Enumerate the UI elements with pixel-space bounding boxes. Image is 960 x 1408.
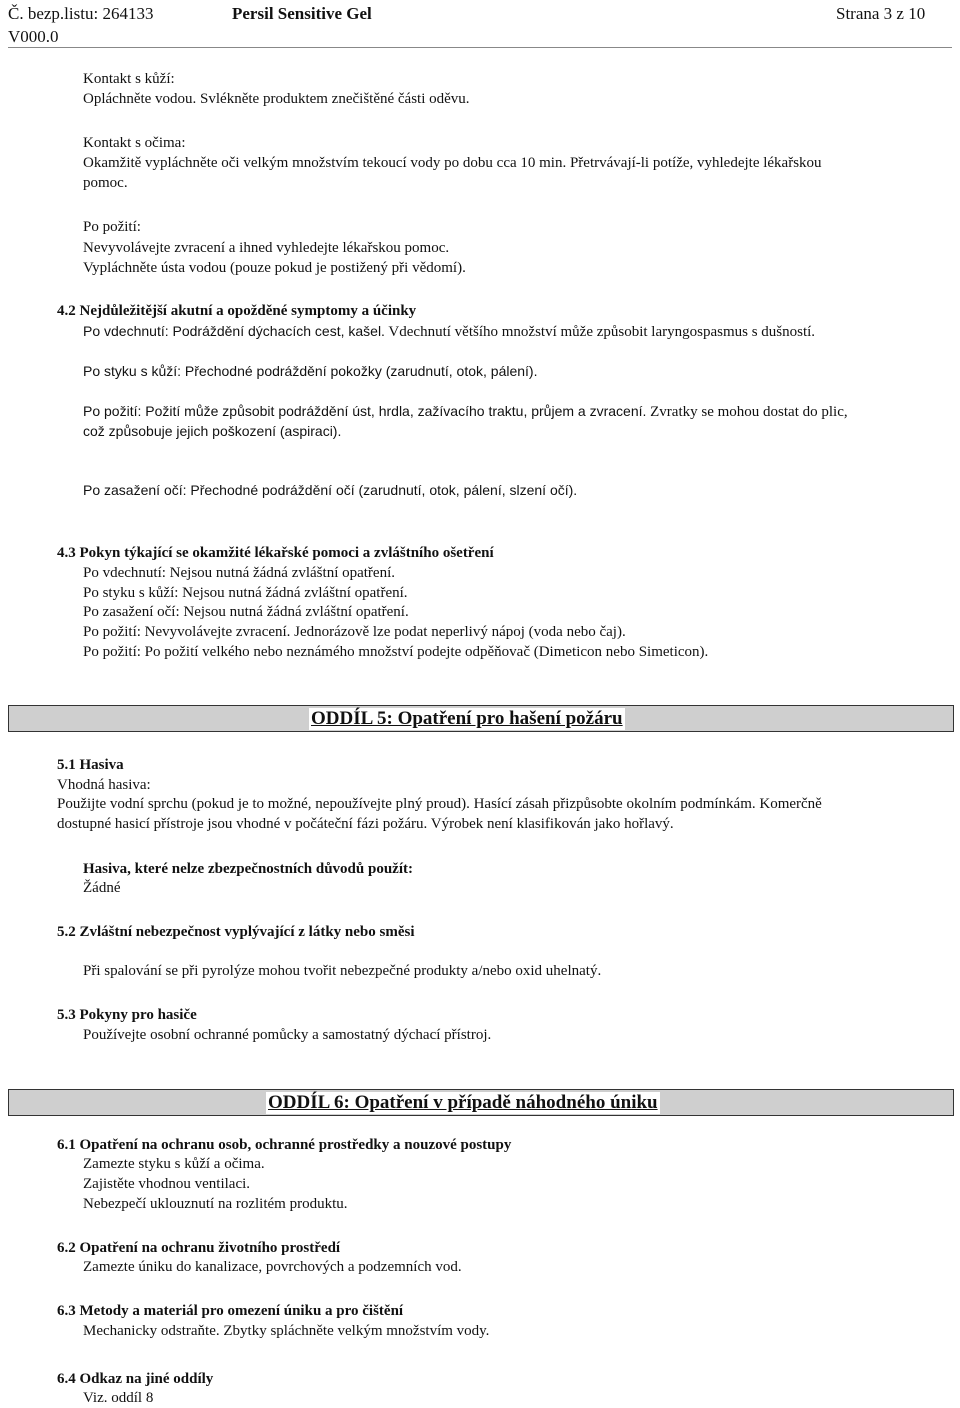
- s6-1-line-1: Zamezte styku s kůží a očima.: [83, 1156, 265, 1172]
- skin-contact-text: Opláchněte vodou. Svlékněte produktem znečištěné části oděvu.: [83, 91, 470, 107]
- s4-2-ingestion-2: což způsobuje jejich poškození (aspiraci).: [83, 423, 342, 439]
- sheet-number: Č. bezp.listu: 264133: [8, 4, 154, 23]
- s4-3-line-4: Po požití: Nevyvolávejte zvracení. Jednorázově lze podat neperlivý nápoj (voda nebo čaj).: [83, 624, 626, 640]
- s6-2-text: Zamezte úniku do kanalizace, povrchových a podzemních vod.: [83, 1259, 462, 1275]
- suitable-media-text-1: Použijte vodní sprchu (pokud je to možné, nepoužívejte plný proud). Hasící zásah přizpůsobte okolním podmínkám. Komerčně: [57, 796, 822, 812]
- version-number: V000.0: [8, 27, 59, 46]
- s5-3-heading: 5.3 Pokyny pro hasiče: [57, 1007, 197, 1023]
- s6-1-line-3: Nebezpečí uklouznutí na rozlitém produktu.: [83, 1196, 348, 1212]
- section-5-title: ODDÍL 5: Opatření pro hašení požáru: [311, 708, 623, 729]
- s5-2-text: Při spalování se při pyrolýze mohou tvořit nebezpečné produkty a/nebo oxid uhelnatý.: [83, 963, 602, 979]
- s4-3-line-3: Po zasažení očí: Nejsou nutná žádná zvláštní opatření.: [83, 604, 409, 620]
- section-5-bar: [8, 705, 954, 732]
- page-number: Strana 3 z 10: [836, 4, 926, 23]
- s4-3-line-2: Po styku s kůží: Nejsou nutná žádná zvláštní opatření.: [83, 585, 408, 601]
- s4-3-line-1: Po vdechnutí: Nejsou nutná žádná zvláštní opatření.: [83, 565, 396, 581]
- eye-contact-text-2: pomoc.: [83, 175, 128, 191]
- s4-2-ingestion: [83, 402, 848, 422]
- suitable-media-text-2: dostupné hasicí přístroje jsou vhodné v počáteční fázi požáru. Výrobek není klasifikován jako hořlavý.: [57, 816, 674, 832]
- product-name: Persil Sensitive Gel: [232, 4, 372, 23]
- unsuitable-media-label: Hasiva, které nelze zbezpečnostních důvodů použít:: [83, 861, 413, 877]
- s4-2-ingestion-b: Zvratky se mohou dostat do plic,: [646, 404, 848, 420]
- s6-4-text: Viz. oddíl 8: [83, 1390, 154, 1406]
- s5-2-heading: 5.2 Zvláštní nebezpečnost vyplývající z látky nebo směsi: [57, 924, 415, 940]
- s5-1-heading: 5.1 Hasiva: [57, 757, 124, 773]
- s4-3-heading: 4.3 Pokyn týkající se okamžité lékařské pomoci a zvláštního ošetření: [57, 545, 494, 561]
- s4-2-inhalation-b: Vdechnutí většího množství může způsobit laryngospasmus s dušností.: [384, 324, 816, 340]
- suitable-media-label: Vhodná hasiva:: [57, 777, 151, 793]
- s4-2-inhalation-a: Po vdechnutí: Podráždění dýchacích cest, kašel.: [83, 323, 385, 339]
- s4-2-inhalation: [83, 322, 815, 342]
- ingestion-label: Po požití:: [83, 219, 141, 235]
- header-rule: [8, 47, 952, 48]
- section-6-bar: [8, 1089, 954, 1116]
- ingestion-text-2: Vypláchněte ústa vodou (pouze pokud je postižený při vědomí).: [83, 260, 466, 276]
- s6-4-heading: 6.4 Odkaz na jiné oddíly: [57, 1371, 214, 1387]
- section-6-title: ODDÍL 6: Opatření v případě náhodného úniku: [268, 1092, 658, 1113]
- s4-2-heading: 4.2 Nejdůležitější akutní a opožděné symptomy a účinky: [57, 303, 417, 319]
- s6-1-heading: 6.1 Opatření na ochranu osob, ochranné prostředky a nouzové postupy: [57, 1137, 512, 1153]
- s4-2-eye: Po zasažení očí: Přechodné podráždění očí (zarudnutí, otok, pálení, slzení očí).: [83, 482, 578, 498]
- skin-contact-label: Kontakt s kůží:: [83, 71, 175, 87]
- ingestion-text-1: Nevyvolávejte zvracení a ihned vyhledejte lékařskou pomoc.: [83, 240, 450, 256]
- s6-1-line-2: Zajistěte vhodnou ventilaci.: [83, 1176, 251, 1192]
- s6-3-heading: 6.3 Metody a materiál pro omezení úniku a pro čištění: [57, 1303, 404, 1319]
- unsuitable-media-value: Žádné: [83, 880, 121, 896]
- s4-2-ingestion-a: Po požití: Požití může způsobit podráždění úst, hrdla, zažívacího traktu, průjem a zvracení.: [83, 403, 647, 419]
- s4-2-skin: Po styku s kůží: Přechodné podráždění pokožky (zarudnutí, otok, pálení).: [83, 363, 538, 379]
- s4-3-line-5: Po požití: Po požití velkého nebo neznámého množství podejte odpěňovač (Dimeticon nebo Simeticon).: [83, 644, 709, 660]
- eye-contact-text-1: Okamžitě vypláchněte oči velkým množstvím tekoucí vody po dobu cca 10 min. Přetrvávají-li potíže, vyhledejte lékařskou: [83, 155, 822, 171]
- eye-contact-label: Kontakt s očima:: [83, 135, 186, 151]
- s6-2-heading: 6.2 Opatření na ochranu životního prostředí: [57, 1240, 341, 1256]
- s6-3-text: Mechanicky odstraňte. Zbytky spláchněte velkým množstvím vody.: [83, 1323, 490, 1339]
- s5-3-text: Používejte osobní ochranné pomůcky a samostatný dýchací přístroj.: [83, 1027, 492, 1043]
